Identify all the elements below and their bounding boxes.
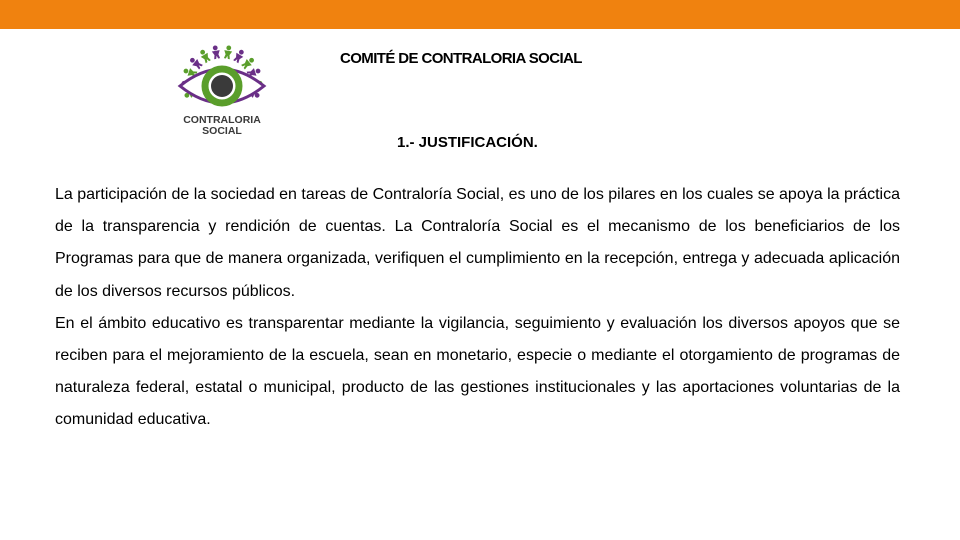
logo-person-figure [241,56,256,71]
paragraph-2: En el ámbito educativo es transparentar mediante la vigilancia, seguimiento y evaluación los diversos apoyos que se reciben para el mejoramiento de la escuela, sean en monetario, especie o mediante el otorgamiento de programas de naturaleza federal, estatal o municipal, producto de las gestiones institucionales y las aportaciones voluntarias de la comunidad educativa. [55,314,900,429]
top-accent-bar [0,0,960,29]
logo-person-figure [223,45,233,60]
logo-person-figure [232,48,246,64]
logo-text-line2: SOCIAL [202,125,242,137]
logo-text-line1: CONTRALORIA [183,114,261,126]
document-title: COMITÉ DE CONTRALORIA SOCIAL [340,50,582,67]
logo-person-figure [188,56,203,71]
paragraph-1: La participación de la sociedad en tareas de Contraloría Social, es uno de los pilares en los cuales se apoya la práctica de la transparencia y rendición de cuentas. La Contraloría Social es el mecanismo de los beneficiarios de los Programas para que de manera organizada, verifiquen el cumplimiento en la recepción, entrega y adecuada aplicación de los diversos recursos públicos. [55,186,900,300]
logo-person-figure [198,48,212,64]
body-text [55,179,900,437]
section-heading: 1.- JUSTIFICACIÓN. [397,134,538,151]
logo-person-figure [211,45,221,60]
eye-people-icon [166,44,278,140]
contraloria-social-logo [166,44,278,140]
